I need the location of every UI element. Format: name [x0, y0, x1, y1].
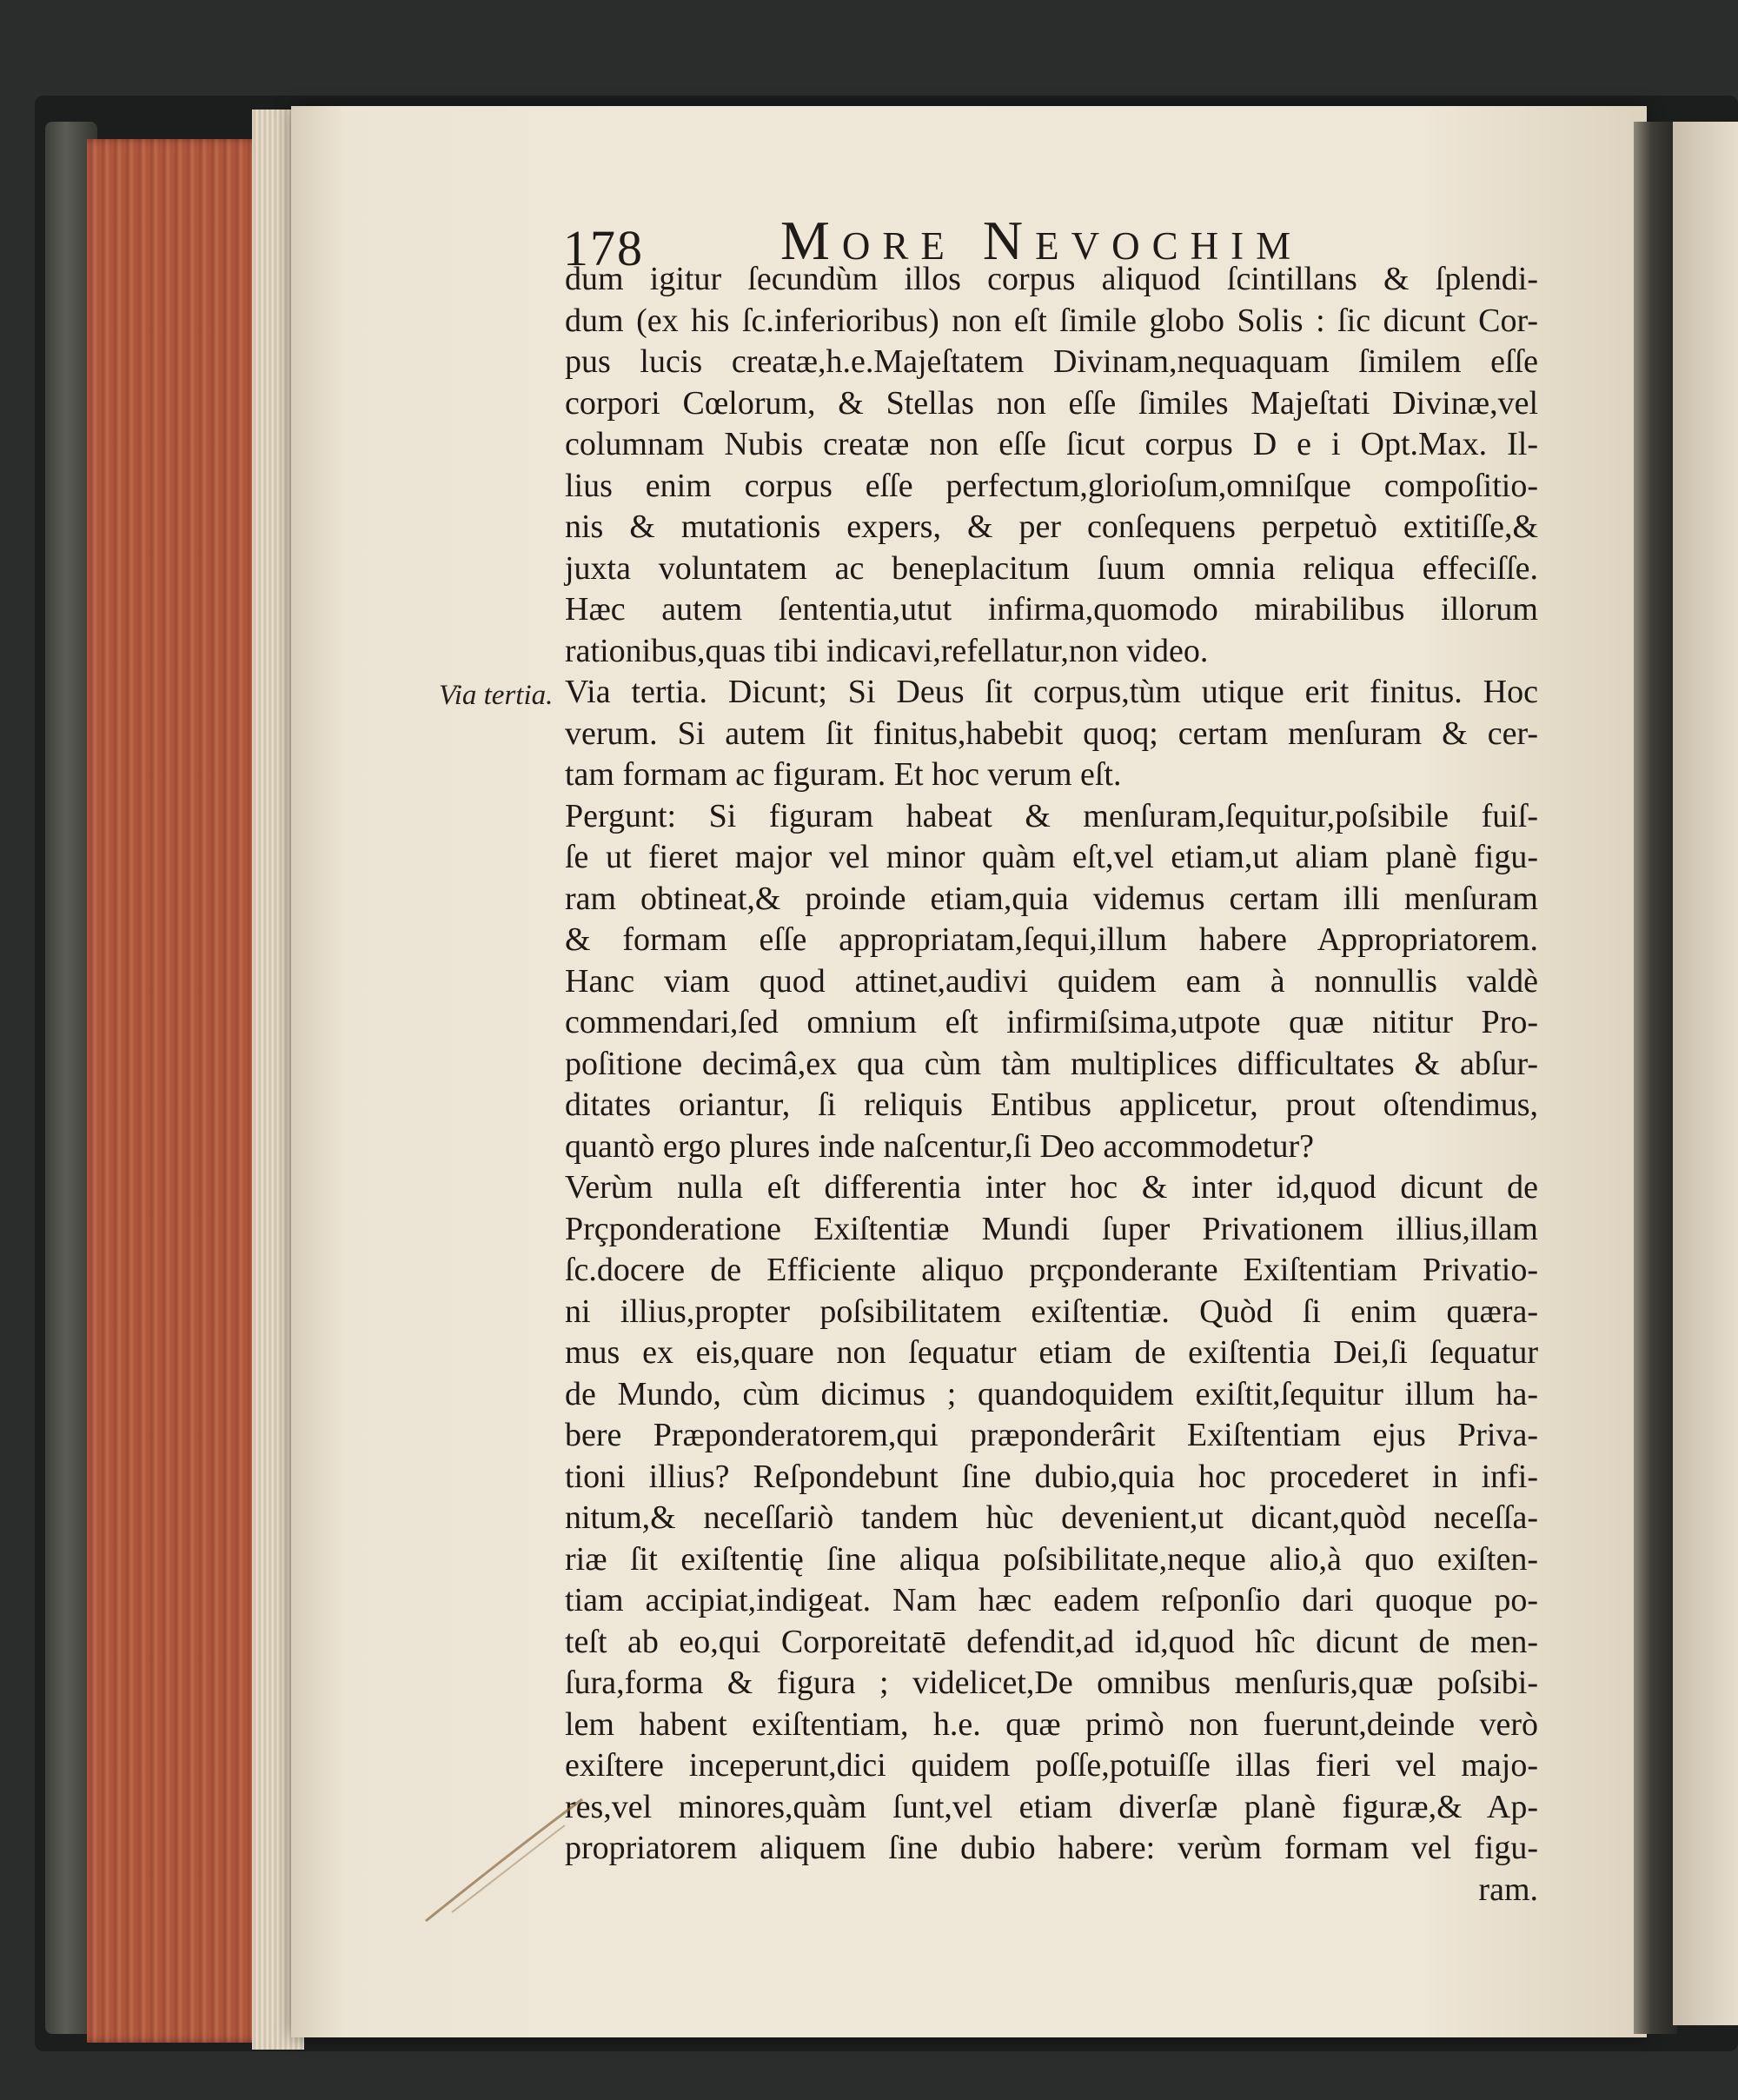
text-line: Hæc autem ſententia,utut infirma,quomodo mirabilibus illorum [565, 591, 1538, 628]
text-line: ditates oriantur, ſi reliquis Entibus applicetur, prout oſtendimus, [565, 1087, 1538, 1123]
text-line: Pergunt: Si figuram habeat & menſuram,ſequitur,poſsibile fuiſ- [565, 797, 1538, 834]
catchword: ram. [1478, 1871, 1538, 1908]
text-line: juxta voluntatem ac beneplacitum ſuum omnia reliqua effeciſſe. [565, 549, 1538, 587]
text-line: columnam Nubis creatæ non eſſe ſicut corpus D e i Opt.Max. Il- [565, 426, 1538, 462]
text-line: Prçponderatione Exiſtentiæ Mundi ſuper Privationem illius,illam [565, 1210, 1538, 1247]
text-line: teſt ab eo,qui Corporeitatē defendit,ad id,quod hîc dicunt de men- [565, 1623, 1538, 1660]
text-line: dum igitur ſecundùm illos corpus aliquod ſcintillans & ſplendi- [565, 261, 1538, 297]
text-line: tioni illius? Reſpondebunt ſine dubio,quia hoc procederet in infi- [565, 1458, 1538, 1495]
text-line: ſc.docere de Efficiente aliquo prçponderante Exiſtentiam Privatio- [565, 1252, 1538, 1288]
text-line: pus lucis creatæ,h.e.Majeſtatem Divinam,nequaquam ſimilem eſſe [565, 343, 1538, 380]
text-line: exiſtere inceperunt,dici quidem poſſe,potuiſſe illas fieri vel majo- [565, 1747, 1538, 1784]
text-line: poſitione decimâ,ex qua cùm tàm multiplices difficultates & abſur- [565, 1045, 1538, 1082]
text-line: ſura,forma & figura ; videlicet,De omnibus menſuris,quæ poſsibi- [565, 1665, 1538, 1701]
text-line: ni illius,propter poſsibilitatem exiſtentiæ. Quòd ſi enim quæra- [565, 1293, 1538, 1330]
text-line: Verùm nulla eſt differentia inter hoc & inter id,quod dicunt de [565, 1169, 1538, 1206]
text-line: commendari,ſed omnium eſt infirmiſsima,utpote quæ nititur Pro- [565, 1004, 1538, 1040]
text-line: verum. Si autem ſit finitus,habebit quoq; certam menſuram & cer- [565, 714, 1538, 752]
text-line: Via tertia. Dicunt; Si Deus ſit corpus,tùm utique erit finitus. Hoc [565, 674, 1538, 710]
text-line: ſe ut fieret major vel minor quàm eſt,vel etiam,ut aliam planè figu- [565, 839, 1538, 875]
text-line: corpori Cœlorum, & Stellas non eſſe ſimiles Majeſtati Divinæ,vel [565, 384, 1538, 422]
running-title: More Nevochim [780, 209, 1304, 271]
book-gutter [1634, 122, 1677, 2034]
text-line: nis & mutationis expers, & per conſequens perpetuò extitiſſe,& [565, 508, 1538, 545]
text-line: & formam eſſe appropriatam,ſequi,illum habere Appropriatorem. [565, 921, 1538, 958]
text-line: lius enim corpus eſſe perfectum,glorioſum,omniſque compoſitio- [565, 467, 1538, 504]
margin-note: Via tertia. [439, 680, 554, 711]
text-line: quantò ergo plures inde naſcentur,ſi Deo accommodetur? [565, 1127, 1314, 1165]
text-line: dum (ex his ſc.inferioribus) non eſt ſimile globo Solis : ſic dicunt Cor- [565, 302, 1538, 339]
text-line: lem habent exiſtentiam, h.e. quæ primò non fuerunt,deinde verò [565, 1705, 1538, 1743]
text-line: propriatorem aliquem ſine dubio habere: verùm formam vel figu- [565, 1830, 1538, 1866]
text-line: ram obtineat,& proinde etiam,quia videmus certam illi menſuram [565, 880, 1538, 917]
pen-stroke-mark [417, 1791, 591, 1930]
facing-page-edge [1673, 122, 1738, 2025]
text-line: tiam accipiat,indigeat. Nam hæc eadem reſponſio dari quoque po- [565, 1582, 1538, 1618]
text-line: mus ex eis,quare non ſequatur etiam de exiſtentia Dei,ſi ſequatur [565, 1334, 1538, 1371]
text-line: de Mundo, cùm dicimus ; quandoquidem exiſtit,ſequitur illum ha- [565, 1375, 1538, 1412]
body-text [565, 259, 1538, 1911]
text-line: riæ ſit exiſtentię ſine aliqua poſsibilitate,neque alio,à quo exiſten- [565, 1540, 1538, 1578]
text-line: rationibus,quas tibi indicavi,refellatur,non video. [565, 632, 1209, 669]
page-number: 178 [563, 220, 644, 276]
text-line: res,vel minores,quàm ſunt,vel etiam diverſæ planè figuræ,& Ap- [565, 1788, 1538, 1825]
text-line: bere Præponderatorem,qui præponderârit Exiſtentiam ejus Priva- [565, 1417, 1538, 1453]
text-line: tam formam ac figuram. Et hoc verum eſt. [565, 756, 1122, 793]
text-line: nitum,& neceſſariò tandem hùc devenient,ut dicant,quòd neceſſa- [565, 1499, 1538, 1536]
text-line: Hanc viam quod attinet,audivi quidem eam à nonnullis valdè [565, 962, 1538, 1000]
